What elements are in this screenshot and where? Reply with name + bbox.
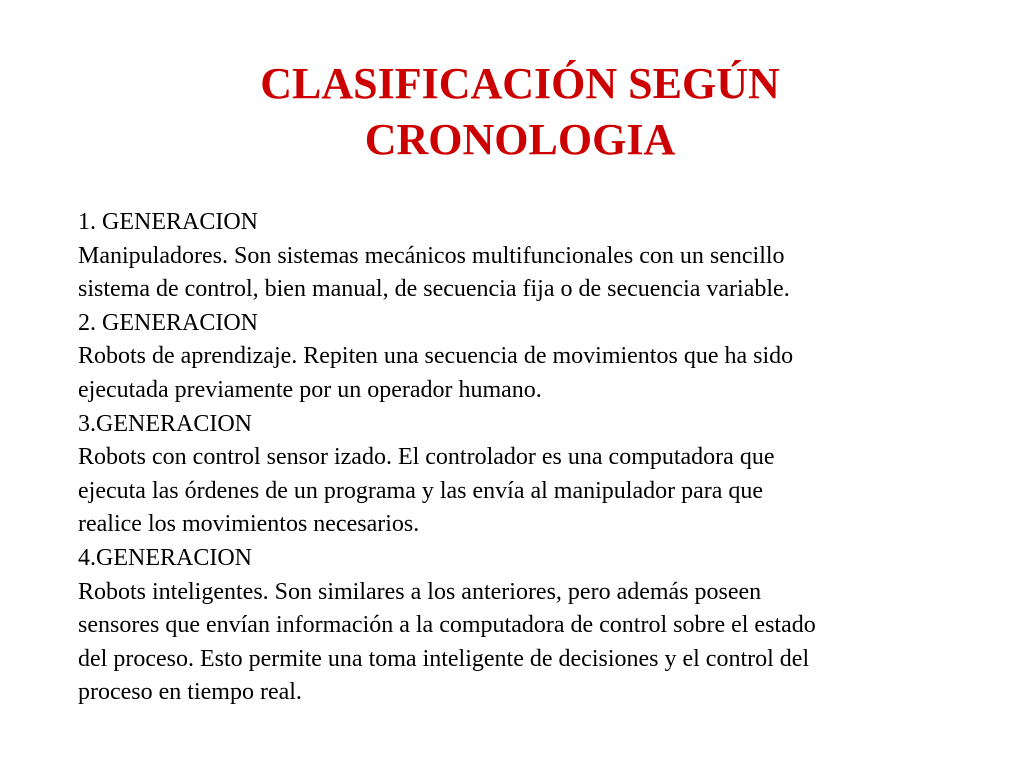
section-3-text-line-3: realice los movimientos necesarios.: [78, 511, 420, 538]
section-2-heading: 2. GENERACION: [78, 309, 258, 336]
section-4-text-line-2: sensores que envían información a la computadora de control sobre el estado: [78, 612, 816, 639]
section-3-heading: 3.GENERACION: [78, 410, 252, 437]
section-2-text-line-1: Robots de aprendizaje. Repiten una secuencia de movimientos que ha sido: [78, 343, 794, 370]
slide-title: [120, 56, 920, 168]
section-1-text-line-2: sistema de control, bien manual, de secuencia fija o de secuencia variable.: [78, 276, 790, 303]
section-2-text-line-2: ejecutada previamente por un operador humano.: [78, 376, 542, 403]
section-4-text-line-4: proceso en tiempo real.: [78, 679, 302, 706]
slide-title-line-2: CRONOLOGIA: [364, 115, 676, 164]
section-1-text-line-1: Manipuladores. Son sistemas mecánicos multifuncionales con un sencillo: [78, 242, 785, 269]
section-1-heading: 1. GENERACION: [78, 209, 258, 235]
section-4-text-line-1: Robots inteligentes. Son similares a los anteriores, pero además poseen: [78, 578, 762, 605]
section-4-text-line-3: del proceso. Esto permite una toma inteligente de decisiones y el control del: [78, 645, 810, 672]
section-3-text-line-2: ejecuta las órdenes de un programa y las envía al manipulador para que: [78, 477, 764, 504]
section-4-heading: 4.GENERACION: [78, 544, 252, 571]
section-3-text-line-1: Robots con control sensor izado. El controlador es una computadora que: [78, 444, 775, 471]
slide-title-line-1: CLASIFICACIÓN SEGÚN: [260, 59, 780, 108]
slide-body: [78, 206, 978, 710]
